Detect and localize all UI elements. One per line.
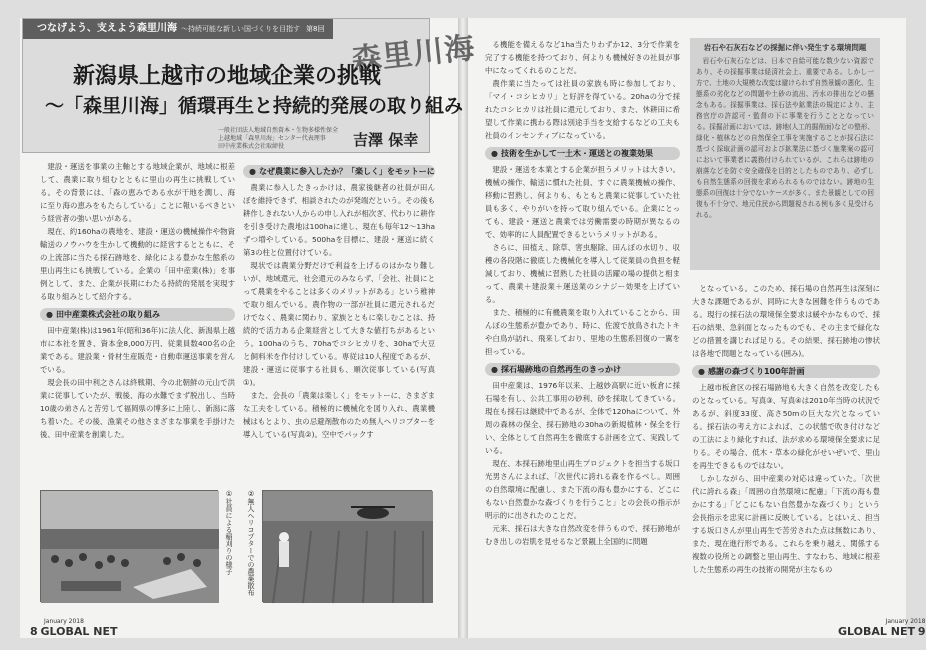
inset-title: 岩石や石灰石などの採掘に伴い発生する環境問題 [703, 43, 867, 52]
body-paragraph: 現在、本採石跡地里山再生プロジェクトを担当する坂口光男さんによれば、「次世代に誇れる森を作るべし。周囲の自然環境に配慮し、また下流の海も豊かにする、どこにもない自然豊かな森づくりを行うこと」との会長の指示が明示的に出されたのことだ。 [485, 459, 680, 520]
body-paragraph: しかしながら、田中産業の対応は違っていた。「次世代に誇れる森」「周囲の自然環境に配慮」「下流の海も豊かにする」「どこにもない自然豊かな森づくり」という会長指示を忠実に計画に反映している。とはいえ、担当する坂口さんが里山再生で苦労された点は無数にあり、また、現在進行形である。これらを乗り越え、関係する複数の役所との調整と里山再生、すなわち、地域に根差した生態系の再生の技術の開発が主なもの [692, 474, 880, 574]
body-paragraph: 田中産業は、1976年以来、上越妙高駅に近い板倉に採石場を有し、公共工事用の砂利、砂を採取してきている。現在も採石は継続中であるが、全体で120haについて、外周の森林の保全、採石跡地の30haの新規植林・保全を行い、全体として自然再生を徹底する計画を立て、実践している。 [485, 381, 680, 455]
body-paragraph: 現状では農業分野だけで利益を上げるのはかなり難しいが、地域還元、社会還元のみならず、「会社、社員にとって農業をやることは多くのメリットがある」という稚神で取り組んでいる。農作物の一部が社員に還元されるだけでなく、農業に関わり、家族とともに楽しむことは、持続的で活力ある企業経営として大きな値打ちがあるという。100haのうち、70haでコシヒカリを、30haで大豆と飼料米を作付けしている。専従は10人程度であるが、建設・運送に従事する社員も、順次従事している(写真①)。 [243, 261, 436, 387]
series-number: 第8回 [306, 25, 325, 33]
author-affiliation: 一般社団法人地域自然資本・生物多様性保全 上越地域「森里川海」センター代表理事 田中産業株式会社取締役 [218, 127, 339, 150]
section-heading: ● 技術を生かして一土木・運送との複業効果 [485, 147, 680, 160]
series-subtitle: ～持続可能な新しい国づくりを目指す [181, 25, 300, 33]
right-footer [838, 618, 926, 638]
right-column-1 [485, 38, 680, 613]
section-heading: ● なぜ農業に参入したか？「楽しく」をモットーに [243, 165, 435, 178]
body-paragraph: 農作業に当たっては社員の家族も時に参加しており、「マイ・コシヒカリ」と好評を得ている。20haの分で採れたコシヒカリは社員に還元しており、また、休耕田に希望して作業に携わる際は別途手当を支給するなどの工夫も社員のインセンティブになっている。 [485, 79, 680, 140]
right-footer-month: January 2018 [885, 618, 926, 625]
photo-caption-1: ①社員による稲刈りの様子 [225, 490, 233, 575]
left-page-number: 8 [30, 625, 38, 638]
photo-rice-harvest [40, 490, 218, 602]
body-paragraph: また、積極的に有機農業を取り入れていることから、田んぼの生態系が豊かであり、時に、佐渡で放鳥されたトキや白鳥が訪れ、飛来しており、里地の生態系回復の一翼を担っている。 [485, 308, 680, 356]
series-bar [23, 19, 333, 39]
left-column-1 [40, 160, 235, 485]
body-paragraph: 上越市板倉区の採石場跡地も大きく自然を改変したものとなっている。写真③、写真④は2010年当時の状況であるが、斜度33度、高さ50mの巨大な穴となっている。採石法の考え方によれば、この状態で吹き付けなどの工法により緑化すれば、法が求める環境保全要求に足りる。その場合、低木・草本の緑化がせいぜいで、里山を再生できるものではない。 [692, 383, 880, 470]
body-paragraph: さらに、田植え、除草、害虫駆除、田んぼの水切り、収穫の各段階に徹底した機械化を導入して従業員の負担を軽減しており、機械に習熟した社員の活躍の場の提供と相まって、農業＋建設業＋運送業のシナジー効果を上げている。 [485, 243, 680, 304]
body-paragraph: 田中産業(株)は1961年(昭和36年)に法人化、新潟県上越市に本社を置き、資本金8,000万円、従業員数400名の企業である。建設業・骨材生産販売・自動車運送事業を営んでいる。 [40, 326, 235, 374]
body-paragraph: る機能を備えるなど1ha当たりわずか12、3分で作業を完了する機能を持つており、何よりも機械好きの社員が事中になってくれるのことだ。 [485, 40, 680, 75]
article-headline: 新潟県上越市の地域企業の挑戦 [73, 63, 382, 89]
article-subheadline: ～「森里川海」循環再生と持続的発展の取り組み [45, 95, 464, 117]
intro-paragraph: 建設・運送を事業の主軸とする地域企業が、地域に根差して、農業に取り組むとともに里山の再生に挑戦している。その背景には、「森の恵みである水が干地を潤し、海に至り海の恵みをもたらしている」ことに報いるべきという経営者の強い思いがある。 [40, 162, 235, 223]
left-footer-month: January 2018 [44, 618, 84, 625]
intro-paragraph-2: 現在、約160haの農地を、建設・運送の機械操作や物資輸送のノウハウを生かして機動的に経営するとともに、その上流部に当たる採石跡地を、緑化による豊かな生態系の里山再生にも挑戦している。企業の「田中産業(株)」を事例として、また、企業が長期にわたる持続的発展を実現する取り組みとして紹介する。 [40, 227, 235, 301]
right-column-2 [692, 282, 880, 614]
body-paragraph: また、会長の「農業は楽しく」をモットーに、さまざまな工夫をしている。積極的に機械化を図り入れ、農業機械はもとより、虫の忌避剤散布のため無人ヘリコプターを導入している(写真②)。空中でパックす [243, 391, 435, 439]
photo-caption-2: ②無人ヘリコプターでの農薬散布 [247, 490, 255, 596]
author-name: 吉澤 保幸 [353, 131, 419, 149]
body-paragraph: 農業に参入したきっかけは、農家後継者の社員が田んぼを維持できず、相談されたのが発端だという。その後も耕作しきれない人からの申し入れが相次ぎ、代わりに耕作を引き受けた農地は100haに達し、現在も毎年12～13haずつ増やしている。500haを目標に、建設・運送に続く第3の柱と位置付けている。 [243, 183, 435, 257]
body-paragraph: 現会長の田中利之さんは終戦期、今の北朝鮮の元山で洪業に従事していたが、戦後、海の水難でまず脱出し、当時10歳の弟さんと苦労して福岡県の博多に上陸し、新潟に落ち着いた。その後、漁業その他さまざまな事業を手掛けた後、田中産業を創業した。 [40, 378, 235, 439]
inset-body: 岩石や石灰石などは、日本で自給可能な数少ない資源であり、その採掘事業は経済社会上、重要である。しかし一方で、土地の大規模な改変は避けられず自然景観の悪化、生態系の劣化などの問題や土砂の流出、汚水の排出などの懸念もある。採掘事業は、採石法や鉱業法の規定により、主務官庁の許認可・監督の下に事業を行うこととなっている。採掘計画においては、跡地(人工的掘削面)などの整形、緑化・植林などの自然保全工事を実施することが採石法に基づく採取計画の認可および鉱業法に基づく施業案の認可において事業者に義務付けられているが、これらは跡地の崩落などを防ぐ安全確保を目的としたものであり、必ずしも自然生態系の回復を求められるものではない。跡地の生態系の回復は十分でないケースが多く、また景観としての回復も不十分で、地元住民から問題視される例も多く見受けられる。 [696, 57, 874, 219]
article-banner [22, 18, 477, 153]
left-footer [30, 618, 118, 638]
body-paragraph: 建設・運送を本業とする企業が担うメリットは大きい。機械の操作、輸送に慣れた社員、すぐに農業機械の操作、移動に習熟し、何よりも、もともと農業に従事していた社員も多く、やりがいを持って取り組んでいる。企業にとっても、建設・運送と農業では労働需要の時期が異なるので、効率的に人員配置できるというメリットがある。 [485, 165, 680, 239]
right-magazine-name: GLOBAL NET [838, 625, 915, 638]
photo-drone-spraying [262, 490, 432, 602]
series-title: つなげよう、支えよう森里川海 [37, 23, 177, 34]
section-heading: ● 採石場跡地の自然再生のきっかけ [485, 363, 680, 376]
series-logo: 森里川海 [349, 30, 477, 79]
section-heading: ● 田中産業株式会社の取り組み [40, 308, 235, 321]
photo-rice-harvest-image [41, 491, 219, 603]
right-page-number: 9 [917, 625, 926, 638]
left-column-2 [243, 160, 435, 495]
section-heading: ● 感謝の森づくり100年計画 [692, 365, 880, 378]
body-paragraph: 元来、採石は大きな自然改変を伴うもので、採石跡地がむき出しの岩肌を見せるなど景観上全国的に問題 [485, 524, 680, 546]
left-magazine-name: GLOBAL NET [40, 625, 118, 638]
photo-drone-spraying-image [263, 491, 433, 603]
body-paragraph: となっている。このため、採石場の自然再生は深刻に大きな課題であるが、同時に大きな困難を伴うものである。現行の採石法の環境保全要求は緩やかなもので、採石の結果、急斜面となったものでも、その主まで緑化などの措置を講じれば足りる。その結果、採石跡地の惨状は各地で問題となっている(囲み)。 [692, 284, 880, 358]
inset-box [690, 38, 880, 270]
